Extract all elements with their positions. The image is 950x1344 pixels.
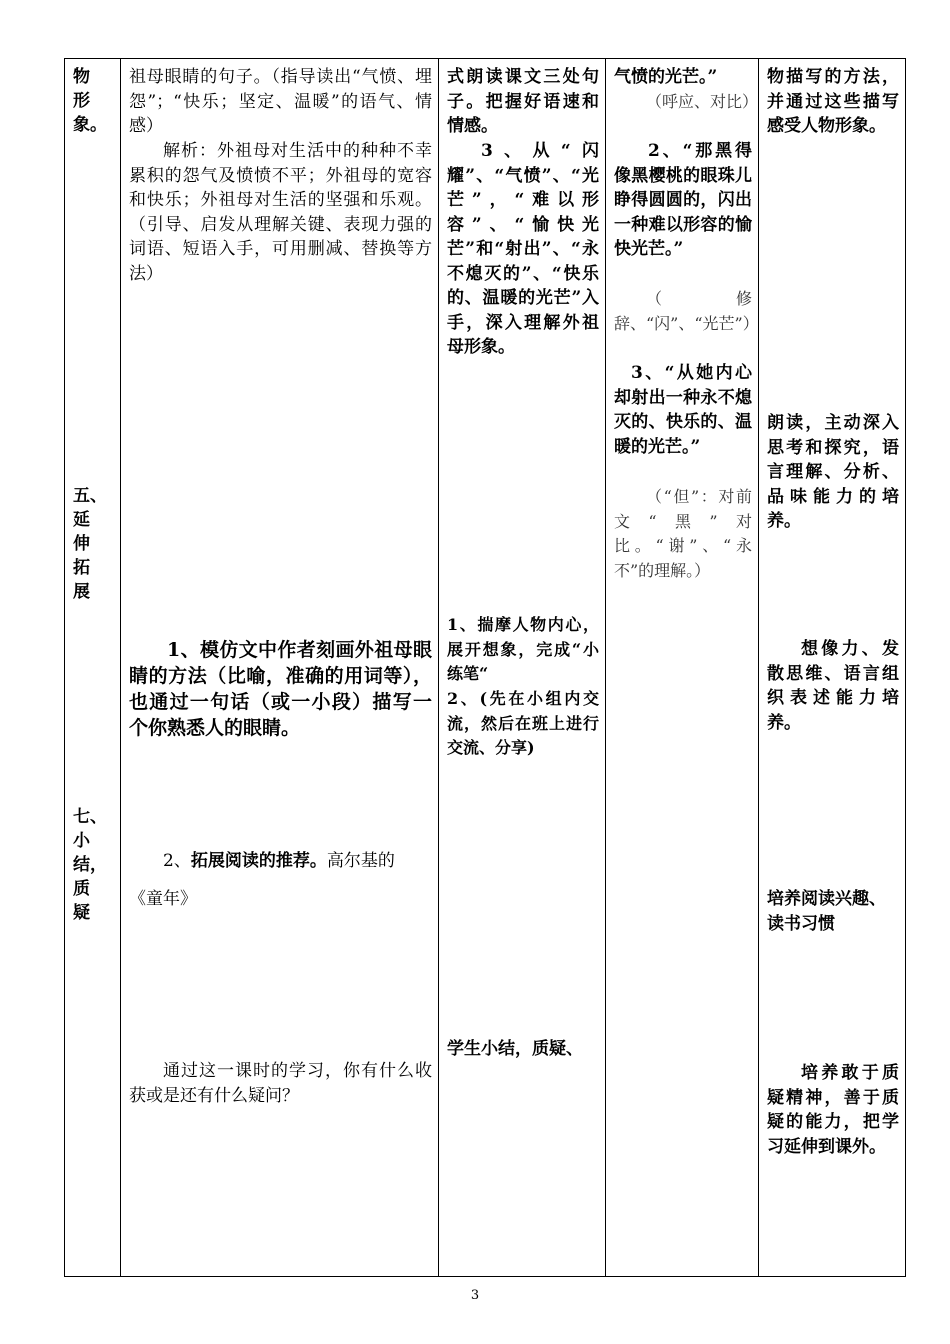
stage-5-heading: 五、延伸拓展 (73, 486, 107, 602)
quote-3: 3、“从她内心却射出一种永不熄灭的、快乐的、温暖的光芒。” (614, 363, 752, 457)
teacher-summary-prompt: 通过这一课时的学习，你有什么收获或是还有什么疑问？ (129, 1061, 432, 1106)
teacher-task-imitate: 1、模仿文中作者刻画外祖母眼睛的方法（比喻，准确的用词等），也通过一句话（或一小段）描写一个你熟悉人的眼睛。 (129, 639, 432, 739)
col-student-activity (439, 59, 606, 1277)
col-content (606, 59, 759, 1277)
purpose-5: 培养敢于质疑精神，善于质疑的能力，把学习延伸到课外。 (767, 1063, 899, 1157)
purpose-1: 物描写的方法，并通过这些描写感受人物形象。 (767, 67, 899, 136)
student-text-2: 3、从“闪耀”、“气愤”、“光芒”，“难以形容”、“愉快光芒”和“射出”、“永不熄灭的”、“快乐的、温暖的光芒”入手，深入理解外祖母形象。 (447, 141, 599, 357)
student-summary: 学生小结，质疑、 (447, 1039, 583, 1059)
student-task-1: 1、揣摩人物内心，展开想象，完成“小练笔“ (447, 615, 599, 683)
student-task-2: 2、(先在小组内交流，然后在班上进行交流、分享) (447, 689, 599, 757)
teacher-text-1: 祖母眼睛的句子。（指导读出“气愤、埋怨”；“快乐；坚定、温暖”的语气、情感） (129, 67, 432, 136)
reading-rest: 高尔基的 (326, 851, 395, 871)
lesson-plan-table (64, 58, 906, 1277)
teacher-task-reading (129, 849, 432, 874)
student-text-1: 式朗读课文三处句子。把握好语速和情感。 (447, 67, 599, 136)
teacher-analysis: 解析：外祖母对生活中的种种不幸累积的怨气及愤愤不平；外祖母的宽容和快乐；外祖母对生活的坚强和乐观。（引导、启发从理解关键、表现力强的词语、短语入手，可用删减、替换等方法） (129, 141, 432, 284)
quote-1-end: 气愤的光芒。” (614, 67, 718, 87)
purpose-2: 朗读，主动深入思考和探究，语言理解、分析、品味能力的培养。 (767, 413, 899, 531)
stage-7-heading: 七、小结，质疑 (73, 807, 107, 923)
note-1: （呼应、对比） (646, 92, 759, 111)
purpose-3: 想像力、发散思维、语言组织表述能力培养。 (767, 639, 899, 733)
page-number: 3 (470, 1288, 480, 1303)
note-3: （“但”：对前文“黑”对比。“谢”、“永不”的理解。） (614, 487, 752, 580)
reading-bold: 拓展阅读的推荐。 (190, 851, 327, 871)
stage-4-end: 物形象。 (73, 67, 107, 135)
purpose-4: 培养阅读兴趣、读书习惯 (767, 889, 886, 934)
col-stage (65, 59, 121, 1277)
reading-book-title: 《童年》 (129, 889, 197, 909)
note-2: （修辞、“闪”、“光芒”） (614, 289, 759, 333)
reading-label: 2、 (163, 851, 191, 871)
col-teacher-activity (121, 59, 439, 1277)
quote-2: 2、“那黑得像黑樱桃的眼珠儿睁得圆圆的，闪出一种难以形容的愉快光芒。” (614, 141, 752, 259)
col-purpose (759, 59, 906, 1277)
